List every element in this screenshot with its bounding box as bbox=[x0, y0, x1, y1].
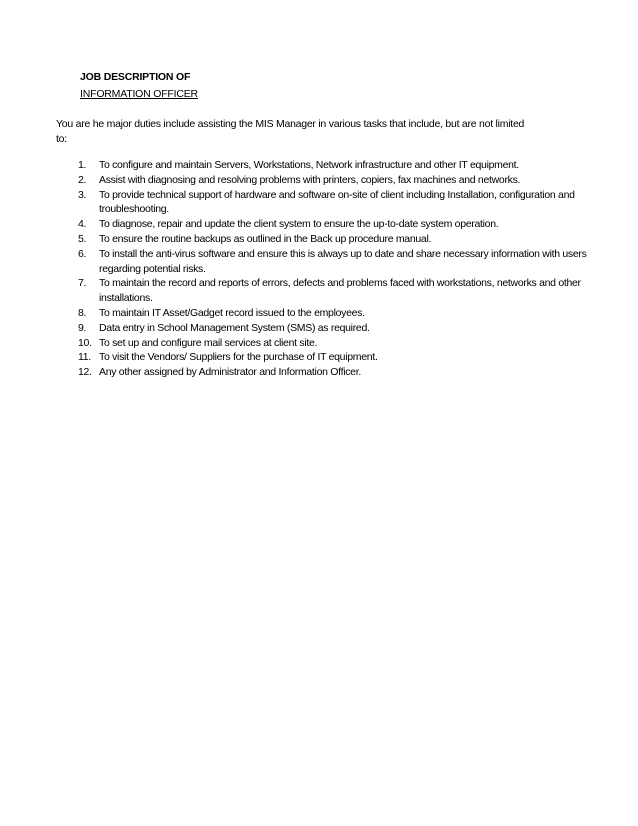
duty-item bbox=[56, 188, 596, 218]
duty-number: 2. bbox=[78, 173, 87, 186]
duty-number: 9. bbox=[78, 321, 87, 334]
duty-item bbox=[56, 276, 596, 306]
duty-text: To visit the Vendors/ Suppliers for the purchase of IT equipment. bbox=[99, 351, 378, 364]
duty-text: Assist with diagnosing and resolving problems with printers, copiers, fax machines and networks. bbox=[99, 173, 521, 186]
duty-text: To diagnose, repair and update the client system to ensure the up-to-date system operation. bbox=[99, 218, 499, 231]
duty-item bbox=[56, 217, 596, 232]
duty-number: 4. bbox=[78, 218, 87, 231]
duty-item bbox=[56, 336, 596, 351]
duty-item bbox=[56, 158, 596, 173]
duty-item bbox=[56, 350, 596, 365]
duty-item bbox=[56, 232, 596, 247]
duty-number: 1. bbox=[78, 159, 87, 171]
duty-number: 5. bbox=[78, 232, 87, 245]
duty-text: To maintain IT Asset/Gadget record issued to the employees. bbox=[99, 306, 365, 319]
duty-item bbox=[56, 365, 596, 380]
duty-item bbox=[56, 306, 596, 321]
duty-text: To provide technical support of hardware and software on-site of client including Installation, configuration and troubleshooting. bbox=[99, 188, 575, 216]
duty-number: 11. bbox=[78, 351, 91, 364]
heading-title: JOB DESCRIPTION OF bbox=[80, 71, 191, 83]
heading-subtitle: INFORMATION OFFICER bbox=[80, 88, 198, 100]
document-heading bbox=[80, 70, 198, 102]
duty-text: To install the anti-virus software and ensure this is always up to date and share necessary information with users regarding potential risks. bbox=[99, 247, 587, 275]
duty-item bbox=[56, 321, 596, 336]
duty-item bbox=[56, 247, 596, 277]
duty-number: 6. bbox=[78, 247, 87, 260]
duty-text: Data entry in School Management System (SMS) as required. bbox=[99, 321, 370, 334]
duty-text: Any other assigned by Administrator and Information Officer. bbox=[99, 366, 361, 379]
duties-list bbox=[56, 158, 596, 380]
duty-number: 10. bbox=[78, 336, 92, 349]
duty-item bbox=[56, 173, 596, 188]
duty-text: To set up and configure mail services at client site. bbox=[99, 336, 318, 349]
duty-text: To configure and maintain Servers, Workstations, Network infrastructure and other IT equipment. bbox=[99, 159, 519, 171]
duty-text: To maintain the record and reports of errors, defects and problems faced with workstations, networks and other installations. bbox=[99, 277, 581, 305]
intro-paragraph: You are he major duties include assisting the MIS Manager in various tasks that include, but are not limited to: bbox=[56, 118, 525, 145]
duty-text: To ensure the routine backups as outlined in the Back up procedure manual. bbox=[99, 232, 432, 245]
duty-number: 12. bbox=[78, 366, 92, 379]
duty-number: 8. bbox=[78, 306, 87, 319]
duty-number: 7. bbox=[78, 277, 87, 290]
duty-number: 3. bbox=[78, 188, 87, 201]
